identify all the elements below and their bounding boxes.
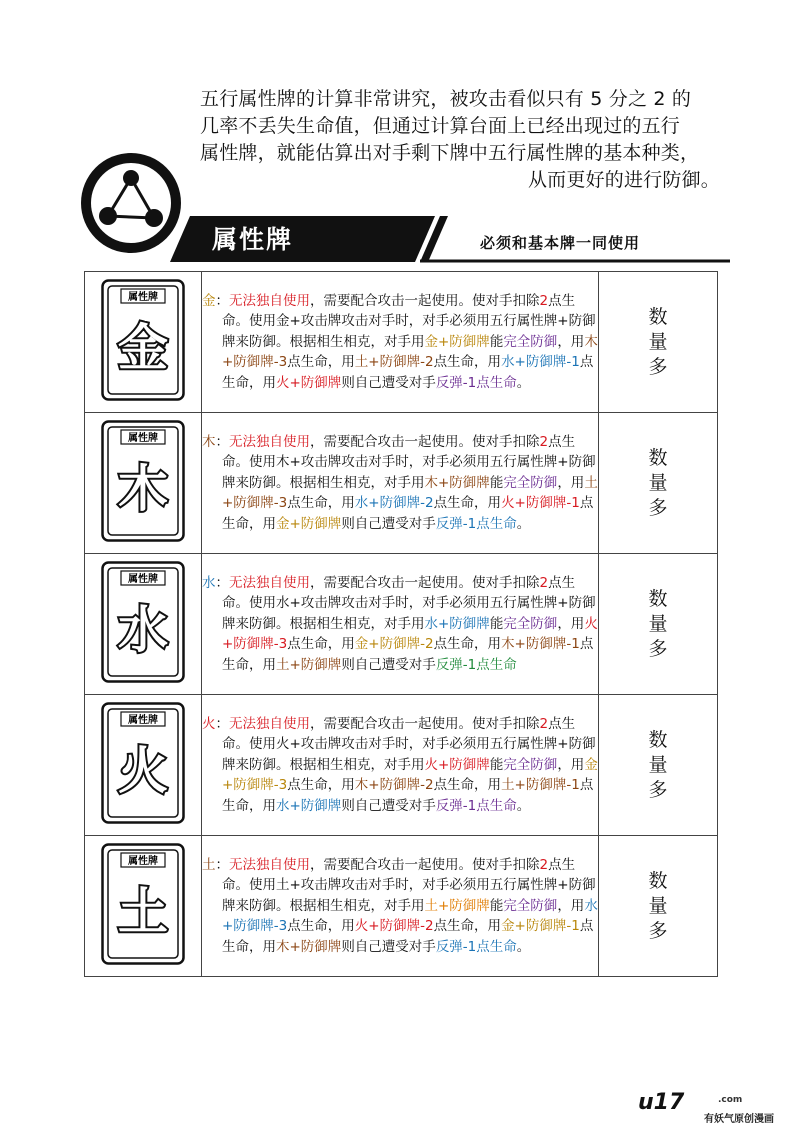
table-row [85, 836, 718, 977]
count-char: 量 [648, 894, 668, 917]
count-char: 量 [648, 612, 668, 635]
count-char: 量 [648, 471, 668, 494]
section-title: 属性牌 [212, 225, 294, 254]
count-char: 数 [648, 305, 668, 328]
table-row [85, 695, 718, 836]
count-char: 数 [648, 728, 668, 751]
table-row [85, 272, 718, 413]
intro-line-1: 五行属性牌的计算非常讲究，被攻击看似只有 5 分之 2 的 [200, 88, 692, 110]
card-cell [85, 695, 202, 836]
card-label: 属性牌 [128, 856, 158, 867]
count-char: 量 [648, 330, 668, 353]
card-cell [85, 554, 202, 695]
card-element-glyph: 金 [118, 319, 168, 377]
element-card-icon [101, 561, 185, 683]
card-cell [85, 836, 202, 977]
card-element-glyph: 木 [118, 460, 168, 518]
count-char: 数 [648, 446, 668, 469]
watermark-logo: u17 [638, 1090, 685, 1115]
count-char: 多 [648, 919, 668, 942]
watermark-domain: .com [718, 1095, 743, 1105]
intro-line-3: 属性牌，就能估算出对手剩下牌中五行属性牌的基本种类， [200, 142, 700, 164]
table-row [85, 413, 718, 554]
card-description: 土：无法独自使用，需要配合攻击一起使用。使对手扣除2点生命。使用土+攻击牌攻击对手时，对手必须用五行属性牌+防御牌来防御。根据相生相克，对手用土+防御牌能完全防御，用水+防御牌-3点生命，用火+防御牌-2点生命，用金+防御牌-1点生命，用木+防御牌则自己遭受对手反弹-1点生命。 [202, 836, 599, 977]
count-cell [599, 695, 718, 836]
intro-line-4: 从而更好的进行防御。 [527, 169, 720, 191]
element-card-icon [101, 279, 185, 401]
count-cell [599, 836, 718, 977]
watermark-slogan: 有妖气原创漫画 [704, 1114, 774, 1125]
count-cell [599, 413, 718, 554]
section-subtitle: 必须和基本牌一同使用 [480, 234, 641, 252]
card-description: 木：无法独自使用，需要配合攻击一起使用。使对手扣除2点生命。使用木+攻击牌攻击对手时，对手必须用五行属性牌+防御牌来防御。根据相生相克，对手用木+防御牌能完全防御，用土+防御牌-3点生命，用水+防御牌-2点生命，用火+防御牌-1点生命，用金+防御牌则自己遭受对手反弹-1点生命。 [202, 413, 599, 554]
count-char: 数 [648, 869, 668, 892]
intro-paragraph [200, 86, 720, 194]
element-card-icon [101, 420, 185, 542]
count-char: 多 [648, 355, 668, 378]
card-cell [85, 272, 202, 413]
intro-line-2: 几率不丢失生命值，但通过计算台面上已经出现过的五行 [200, 115, 681, 137]
count-char: 量 [648, 753, 668, 776]
card-element-glyph: 土 [118, 883, 168, 941]
card-description: 水：无法独自使用，需要配合攻击一起使用。使对手扣除2点生命。使用水+攻击牌攻击对手时，对手必须用五行属性牌+防御牌来防御。根据相生相克，对手用水+防御牌能完全防御，用火+防御牌-3点生命，用金+防御牌-2点生命，用木+防御牌-1点生命，用土+防御牌则自己遭受对手反弹-1点生命 [202, 554, 599, 695]
card-description: 火：无法独自使用，需要配合攻击一起使用。使对手扣除2点生命。使用火+攻击牌攻击对手时，对手必须用五行属性牌+防御牌来防御。根据相生相克，对手用火+防御牌能完全防御，用金+防御牌-3点生命，用木+防御牌-2点生命，用土+防御牌-1点生命，用水+防御牌则自己遭受对手反弹-1点生命。 [202, 695, 599, 836]
card-label: 属性牌 [128, 433, 158, 444]
attribute-card-table [84, 271, 718, 977]
card-label: 属性牌 [128, 292, 158, 303]
card-cell [85, 413, 202, 554]
count-char: 数 [648, 587, 668, 610]
card-element-glyph: 水 [118, 601, 168, 659]
element-card-icon [101, 702, 185, 824]
table-row [85, 554, 718, 695]
count-cell [599, 272, 718, 413]
card-description: 金：无法独自使用，需要配合攻击一起使用。使对手扣除2点生命。使用金+攻击牌攻击对手时，对手必须用五行属性牌+防御牌来防御。根据相生相克，对手用金+防御牌能完全防御，用木+防御牌-3点生命，用土+防御牌-2点生命，用水+防御牌-1点生命，用火+防御牌则自己遭受对手反弹-1点生命。 [202, 272, 599, 413]
count-char: 多 [648, 637, 668, 660]
card-label: 属性牌 [128, 574, 158, 585]
count-char: 多 [648, 778, 668, 801]
element-card-icon [101, 843, 185, 965]
count-char: 多 [648, 496, 668, 519]
card-label: 属性牌 [128, 715, 158, 726]
card-element-glyph: 火 [118, 742, 168, 800]
count-cell [599, 554, 718, 695]
